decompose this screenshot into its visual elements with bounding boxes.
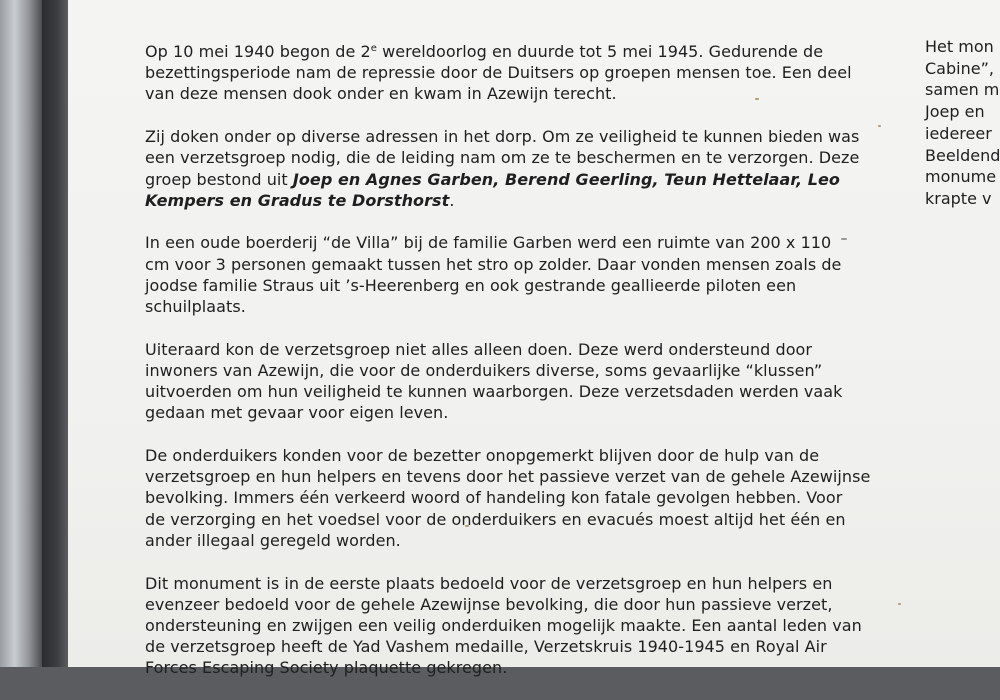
paragraph-1 [145, 41, 875, 105]
sign-text-block [145, 41, 875, 700]
paragraph-1-rest: wereldoorlog en duurde tot 5 mei 1945. Gedurende de bezettingsperiode nam de repressie door de Duitsers op groepen mensen toe. Een deel van deze mensen dook onder en kwam in Azewijn terecht. [145, 42, 852, 104]
paragraph-1-start: Op 10 mei 1940 begon de 2 [145, 42, 371, 61]
frame-shadow [42, 0, 68, 667]
paragraph-6: Dit monument is in de eerste plaats bedoeld voor de verzetsgroep en hun helpers en evenzeer bedoeld voor de gehele Azewijnse bevolking, die door hun passieve verzet, ondersteuning en zwijgen een veilig onderduiken mogelijk maakte. Een aantal leden van de verzetsgroep heeft de Yad Vashem medaille, Verzetskruis 1940-1945 en Royal Air Forces Escaping Society plaquette gekregen. [145, 573, 862, 678]
paragraph-2-start: Zij doken onder op diverse adressen in het dorp. Om ze veiligheid te kunnen bieden was een verzetsgroep nodig, die de leiding nam om ze te beschermen en te verzorgen. Deze groep bestond uit [145, 127, 860, 189]
paragraph-4: Uiteraard kon de verzetsgroep niet alles alleen doen. Deze werd ondersteund door inwoners van Azewijn, die voor de onderduikers diverse, soms gevaarlijke “klussen” uitvoerden om hun veiligheid te kunnen waarborgen. Deze verzetsdaden werden vaak gedaan met gevaar voor eigen leven. [145, 339, 843, 423]
paragraph-3: In een oude boerderij “de Villa” bij de familie Garben werd een ruimte van 200 x 110 cm voor 3 personen gemaakt tussen het stro op zolder. Daar vonden mensen zoals de joodse familie Straus uit ’s-Heerenberg en ook gestrande geallieerde piloten een schuilplaats. [145, 233, 842, 317]
cropped-side-column: Het mon Cabine”, samen m Joep en iedereer Beeldend monume krapte v [925, 37, 1000, 208]
resistance-group-names: Joep en Agnes Garben, Berend Geerling, Teun Hettelaar, Leo Kempers en Gradus te Dorsthorst [145, 169, 840, 210]
ordinal-superscript: e [370, 43, 377, 54]
metal-frame [0, 0, 42, 667]
paragraph-5: De onderduikers konden voor de bezetter onopgemerkt blijven door de hulp van de verzetsgroep en hun helpers en tevens door het passieve verzet van de gehele Azewijnse bevolking. Immers één verkeerd woord of handeling kon fatale gevolgen hebben. Voor de verzorging en het voedsel voor de onderduikers en evacués moest altijd het één en ander illegaal geregeld worden. [145, 446, 871, 550]
dirt-speck [898, 603, 901, 605]
paragraph-2 [145, 126, 875, 211]
paragraph-2-end: . [449, 190, 455, 210]
dirt-speck [878, 125, 881, 127]
